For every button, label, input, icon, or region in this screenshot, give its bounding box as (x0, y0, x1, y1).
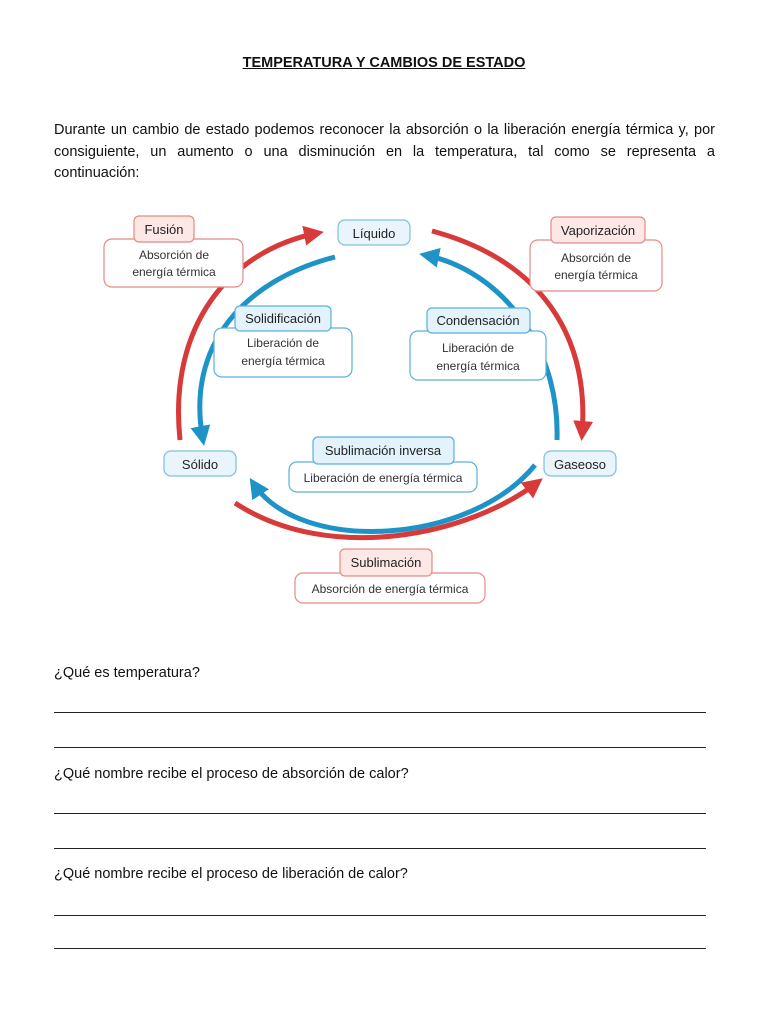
intro-paragraph: Durante un cambio de estado podemos reconocer la absorción o la liberación energía térmica y, por consiguiente, un aumento o una disminución en la temperatura, tal como se representa a continuación: (54, 122, 715, 181)
vaporization-desc-1: Absorción de (560, 251, 632, 265)
state-gas-label: Gaseoso (553, 457, 607, 472)
answer-line (54, 747, 706, 748)
question-2: ¿Qué nombre recibe el proceso de absorción de calor? (54, 766, 409, 782)
process-solidification (214, 306, 352, 377)
question-1: ¿Qué es temperatura? (54, 665, 200, 681)
inverse-sublimation-desc: Liberación de energía térmica (303, 471, 463, 485)
page-title: TEMPERATURA Y CAMBIOS DE ESTADO (242, 55, 526, 71)
question-3: ¿Qué nombre recibe el proceso de liberación de calor? (54, 866, 408, 882)
solidification-desc-2: energía térmica (241, 354, 325, 368)
answer-line (54, 948, 706, 949)
sublimation-desc: Absorción de energía térmica (311, 582, 469, 596)
process-fusion (104, 216, 243, 287)
state-liquid-label: Líquido (352, 226, 396, 241)
state-solid-label: Sólido (181, 457, 219, 472)
fusion-name: Fusión (144, 222, 184, 237)
sublimation-name: Sublimación (350, 555, 422, 570)
answer-line (54, 813, 706, 814)
condensation-desc-2: energía térmica (436, 359, 520, 373)
condensation-name: Condensación (436, 313, 520, 328)
vaporization-desc-2: energía térmica (554, 268, 638, 282)
answer-line (54, 712, 706, 713)
state-gas (544, 451, 616, 476)
answer-line (54, 848, 706, 849)
process-inverse-sublimation (289, 437, 477, 492)
state-liquid (338, 220, 410, 245)
process-condensation (410, 308, 546, 380)
fusion-desc-1: Absorción de (138, 248, 210, 262)
process-sublimation (295, 549, 485, 603)
answer-line (54, 915, 706, 916)
state-solid (164, 451, 236, 476)
fusion-desc-2: energía térmica (132, 265, 216, 279)
solidification-name: Solidificación (245, 311, 321, 326)
process-vaporization (530, 217, 662, 291)
states-of-matter-diagram (0, 195, 768, 615)
solidification-desc-1: Liberación de (246, 336, 320, 350)
inverse-sublimation-name: Sublimación inversa (324, 443, 442, 458)
vaporization-name: Vaporización (560, 223, 636, 238)
condensation-desc-1: Liberación de (441, 341, 515, 355)
